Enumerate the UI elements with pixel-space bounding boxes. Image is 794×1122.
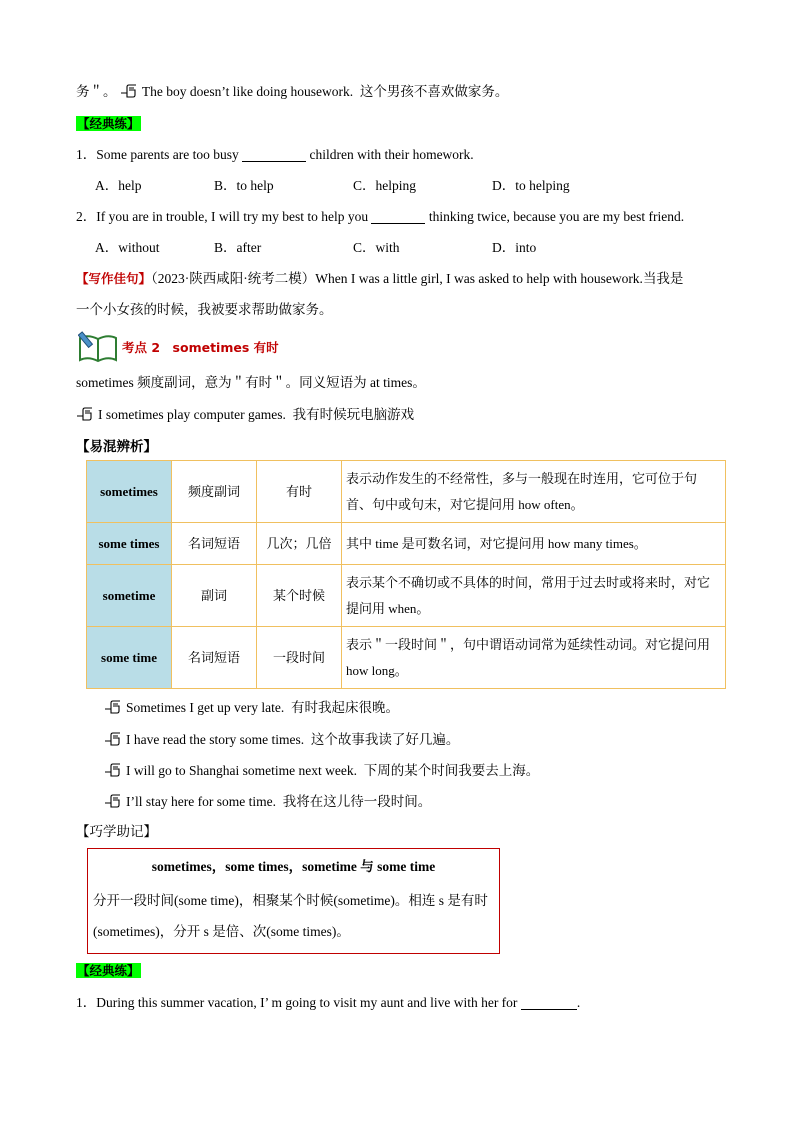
example-en: I’ll stay here for some time. — [126, 794, 276, 809]
option-b: B．to help — [214, 178, 274, 193]
example-cn: 下周的某个时间我要去上海。 — [363, 763, 540, 778]
question-text-before: Some parents are too busy — [96, 147, 239, 162]
option-d: D．to helping — [492, 178, 570, 193]
confuse-heading — [76, 437, 157, 457]
meaning-cell: 一段时间 — [257, 627, 342, 689]
example-line — [104, 730, 459, 750]
note-cell: 表示某个不确切或不具体的时间，常用于过去时或将来时，对它提问用 when。 — [342, 565, 726, 627]
table-row — [87, 627, 726, 689]
option-c: C．helping — [353, 178, 417, 193]
question-text-after: children with their homework. — [309, 147, 474, 162]
confuse-title: 【易混辨析】 — [76, 439, 157, 454]
type-cell: 名词短语 — [172, 627, 257, 689]
question-number: 1． — [76, 147, 97, 162]
pointing-hand-icon — [76, 407, 94, 421]
question-text-before: During this summer vacation, I’ m going to visit my aunt and live with her for — [96, 995, 518, 1010]
example-cn: 我将在这儿待一段时间。 — [282, 794, 432, 809]
writing-label: 【写作佳句】 — [76, 271, 152, 286]
option-a: A．without — [95, 240, 160, 255]
example-cn: 有时我起床很晚。 — [290, 700, 399, 715]
point-desc — [76, 373, 426, 393]
type-cell: 频度副词 — [172, 461, 257, 523]
intro-prefix: 务＂。 — [76, 84, 117, 99]
memo-label: 【巧学助记】 — [76, 824, 157, 839]
pointing-hand-icon — [104, 700, 122, 714]
pointing-hand-icon — [104, 794, 122, 808]
pointing-hand-icon — [104, 763, 122, 777]
table-row — [87, 461, 726, 523]
example-line — [104, 792, 431, 812]
table-row — [87, 523, 726, 565]
writing-translation: 当我是 — [642, 271, 684, 286]
example-en: I will go to Shanghai sometime next week. — [126, 763, 357, 778]
question-3 — [76, 993, 580, 1013]
writing-sentence-en: When I was a little girl, I was asked to help with housework. — [315, 271, 643, 286]
writing-sentence — [76, 269, 683, 289]
writing-translation-end: 一个小女孩的时候，我被要求帮助做家务。 — [76, 302, 333, 317]
question-number: 1． — [76, 995, 97, 1010]
note-cell: 表示＂一段时间＂，句中谓语动词常为延续性动词。对它提问用 how long。 — [342, 627, 726, 689]
option-b: B．after — [214, 240, 262, 255]
word-cell: sometimes — [87, 461, 172, 523]
option-d: D．into — [492, 240, 537, 255]
question-2 — [76, 207, 684, 227]
example-line — [104, 761, 539, 781]
example-en: I sometimes play computer games. — [98, 407, 286, 422]
answer-blank — [242, 147, 306, 162]
word-cell: sometime — [87, 565, 172, 627]
memo-heading — [76, 822, 157, 842]
book-pencil-icon — [78, 326, 118, 364]
point-title-text: 考点 2 sometimes 有时 — [122, 340, 279, 355]
point-example — [76, 405, 414, 425]
word-cell: some time — [87, 627, 172, 689]
memo-text: 分开一段时间(some time)，相聚某个时候(sometime)。相连 s 是有时(sometimes)，分开 s 是倍、次(some times)。 — [93, 893, 488, 939]
section-title-practice: 【经典练】 — [77, 116, 140, 131]
writing-source: （2023·陕西咸阳·统考二模） — [151, 271, 316, 286]
note-cell: 表示动作发生的不经常性，多与一般现在时连用，它可位于句首、句中或句末，对它提问用 how often。 — [342, 461, 726, 523]
question-text-after: thinking twice, because you are my best friend. — [428, 209, 685, 224]
memo-box — [87, 848, 500, 954]
answer-blank — [521, 995, 577, 1010]
example-line — [104, 698, 399, 718]
word-cell: some times — [87, 523, 172, 565]
meaning-cell: 几次；几倍 — [257, 523, 342, 565]
type-cell: 名词短语 — [172, 523, 257, 565]
section-heading — [76, 961, 141, 981]
intro-example: The boy doesn’t like doing housework. — [141, 84, 354, 99]
option-a: A．help — [95, 178, 142, 193]
memo-title: sometimes，some times，sometime 与 some time — [151, 859, 436, 874]
example-en: Sometimes I get up very late. — [126, 700, 285, 715]
example-cn: 我有时候玩电脑游戏 — [292, 407, 415, 422]
answer-blank — [371, 209, 425, 224]
question-1 — [76, 145, 474, 165]
writing-translation-cont — [76, 300, 333, 320]
table-row — [87, 565, 726, 627]
section-heading — [76, 114, 141, 134]
intro-translation: 这个男孩不喜欢做家务。 — [359, 84, 509, 99]
example-cn: 这个故事我读了好几遍。 — [310, 732, 460, 747]
comparison-table — [86, 460, 726, 689]
option-c: C．with — [353, 240, 400, 255]
intro-line — [76, 82, 508, 102]
question-text-before: If you are in trouble, I will try my best to help you — [96, 209, 369, 224]
example-en: I have read the story some times. — [126, 732, 305, 747]
type-cell: 副词 — [172, 565, 257, 627]
meaning-cell: 某个时候 — [257, 565, 342, 627]
meaning-cell: 有时 — [257, 461, 342, 523]
pointing-hand-icon — [104, 732, 122, 746]
point-title — [122, 338, 279, 358]
note-cell: 其中 time 是可数名词，对它提问用 how many times。 — [342, 523, 726, 565]
question-text-after: . — [576, 995, 581, 1010]
pointing-hand-icon — [120, 84, 138, 98]
question-number: 2． — [76, 209, 97, 224]
section-title-practice: 【经典练】 — [77, 963, 140, 978]
point-description: sometimes 频度副词，意为＂有时＂。同义短语为 at times。 — [76, 375, 426, 390]
